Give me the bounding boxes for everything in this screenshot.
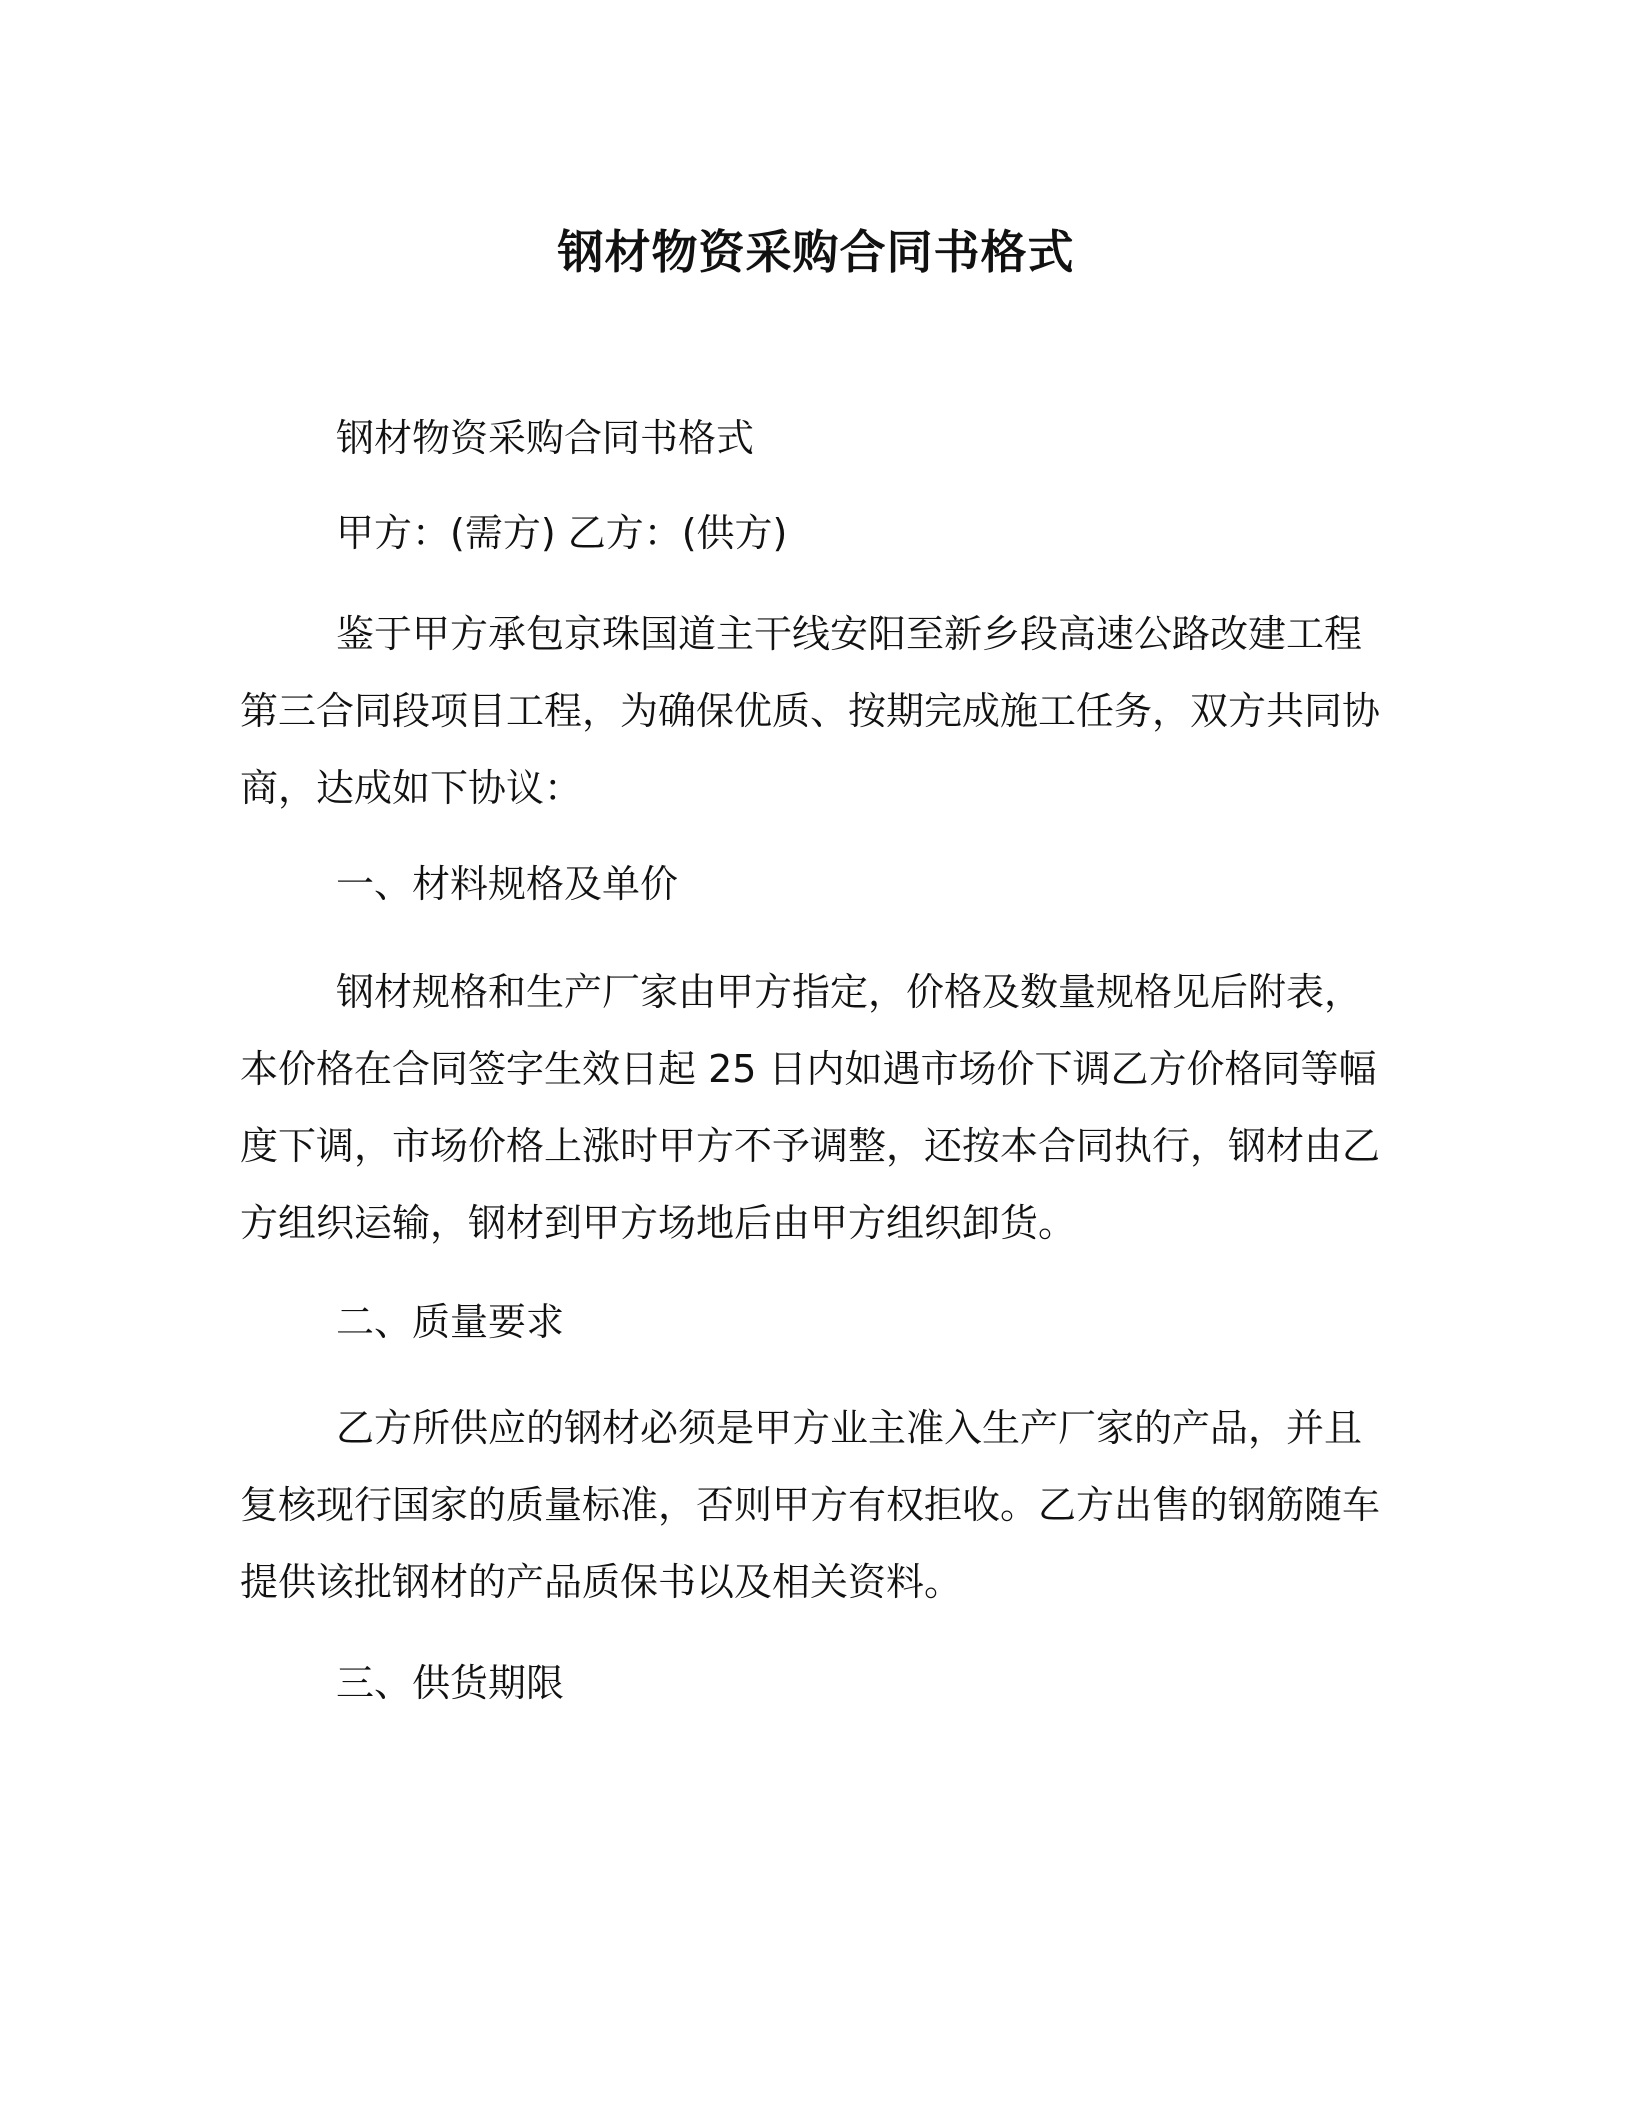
intro-paragraph: 鉴于甲方承包京珠国道主干线安阳至新乡段高速公路改建工程第三合同段项目工程，为确保优质、按期完成施工任务，双方共同协商，达成如下协议： [240,612,1381,810]
section-heading-3: 三、供货期限 [336,1661,565,1705]
document-title: 钢材物资采购合同书格式 [557,225,1075,279]
section-body-2: 乙方所供应的钢材必须是甲方业主准入生产厂家的产品，并且复核现行国家的质量标准，否则甲方有权拒收。乙方出售的钢筋随车提供该批钢材的产品质保书以及相关资料。 [240,1406,1381,1604]
parties-line: 甲方：(需方) 乙方：(供方) [336,511,788,555]
section-heading-1: 一、材料规格及单价 [336,862,679,906]
section-body-1: 钢材规格和生产厂家由甲方指定，价格及数量规格见后附表，本价格在合同签字生效日起 25 日内如遇市场价下调乙方价格同等幅度下调，市场价格上涨时甲方不予调整，还按本合同执行，钢材由乙方组织运输，钢材到甲方场地后由甲方组织卸货。 [240,970,1381,1245]
section-heading-2: 二、质量要求 [336,1300,565,1344]
document-subtitle: 钢材物资采购合同书格式 [336,416,755,460]
